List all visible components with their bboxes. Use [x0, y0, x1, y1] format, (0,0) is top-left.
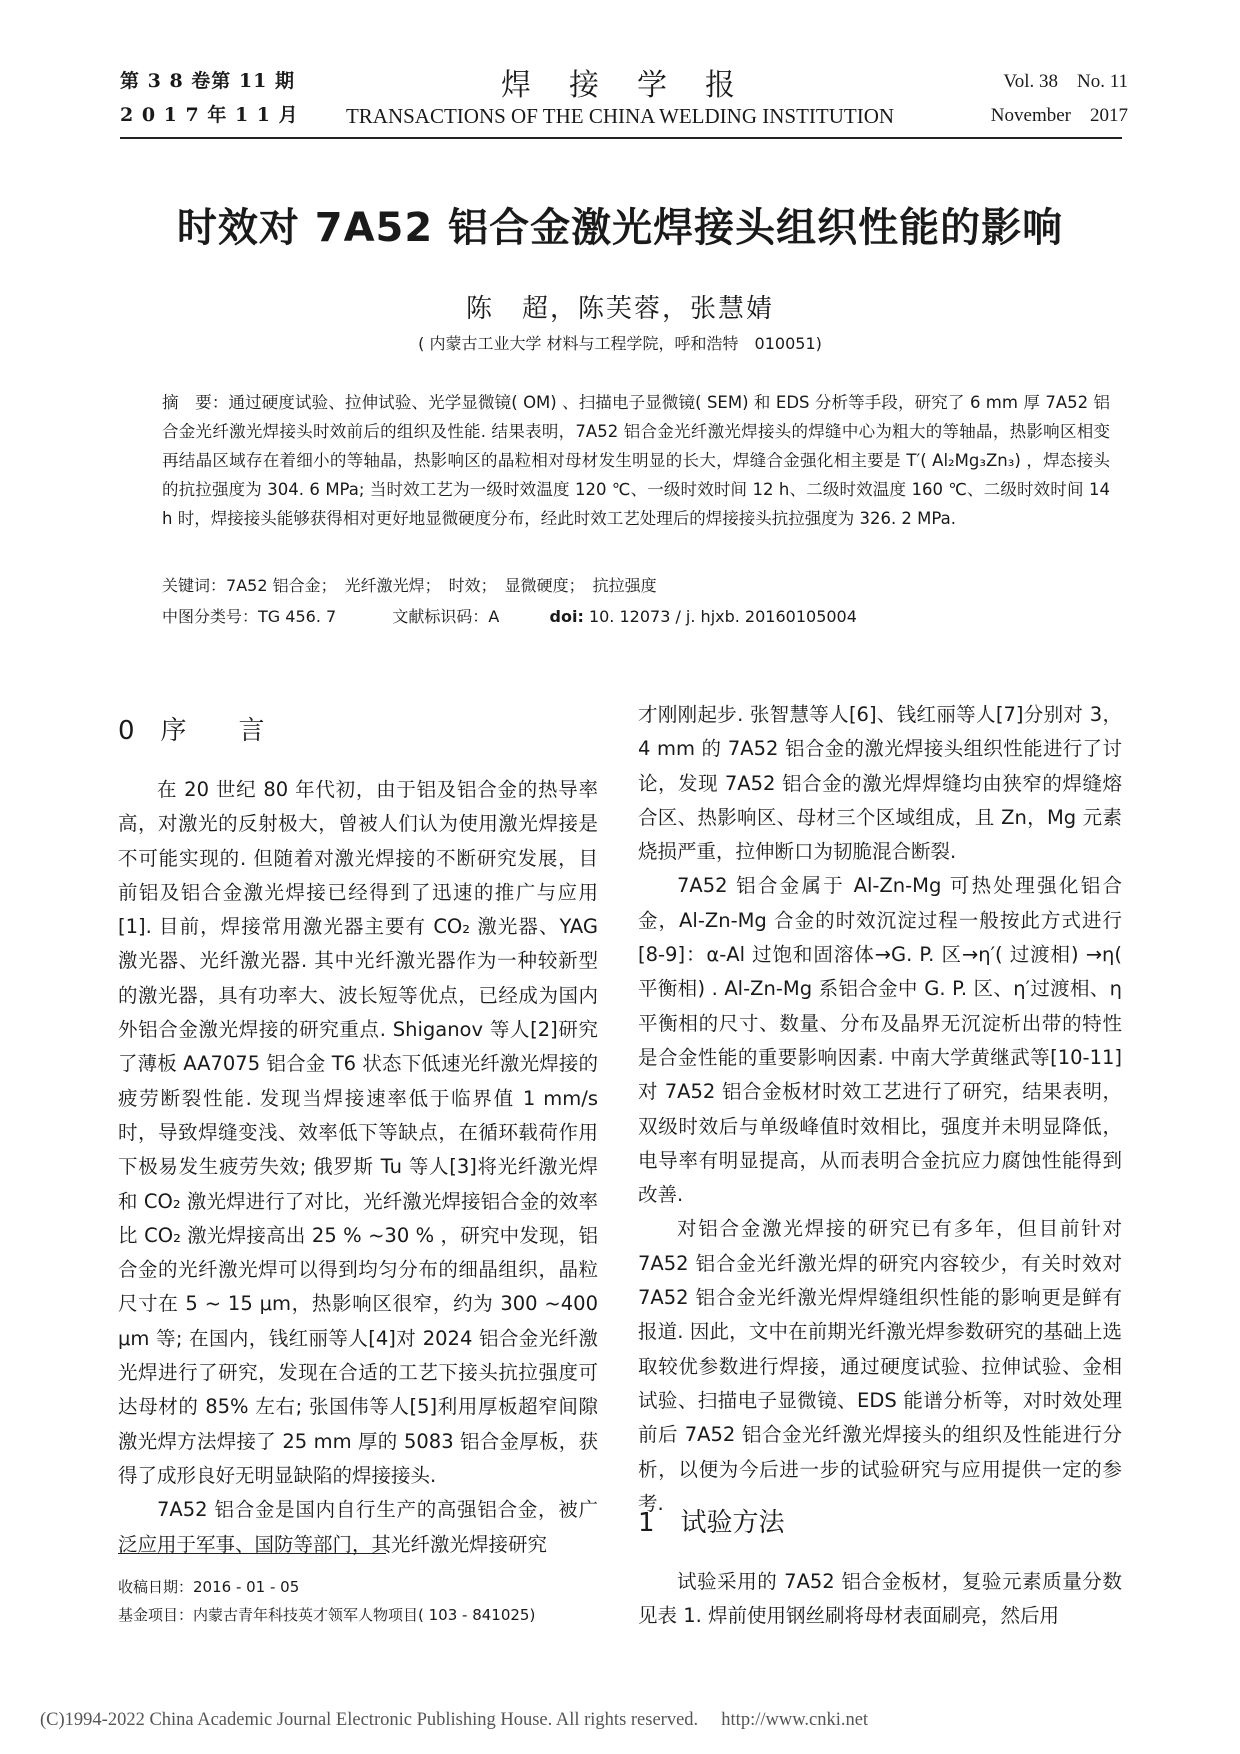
keywords-label: 关键词： — [162, 576, 227, 595]
affiliation: ( 内蒙古工业大学 材料与工程学院，呼和浩特 010051) — [418, 334, 822, 353]
header-rule — [120, 137, 1122, 139]
author-list: 陈 超，陈芙蓉，张慧婧 — [465, 294, 774, 324]
header-date-cn: 2 0 1 7 年 1 1 月 — [120, 104, 299, 126]
right-paragraph-2: 7A52 铝合金属于 Al-Zn-Mg 可热处理强化铝合金，Al-Zn-Mg 合金的时效沉淀过程一般按此方式进行[8-9]：α-Al 过饱和固溶体→G. P. 区→η′( 过渡相) →η( 平衡相) . Al-Zn-Mg 系铝合金中 G. P. 区、η′过渡相、η 平衡相的尺寸、数量、分布及晶界无沉淀析出带的特性是合金性能的重要影响因素. 中南大学黄继武等[10-11]对 7A52 铝合金板材时效工艺进行了研究，结果表明，双级时效后与单级峰值时效相比，强度并未明显降低，电导率有明显提高，从而表明合金抗应力腐蚀性能得到改善. — [638, 874, 1122, 1207]
abstract-label: 摘 要： — [162, 393, 229, 412]
doi-value: 10. 12073 / j. hjxb. 20160105004 — [588, 607, 857, 626]
doccode-label: 文献标识码： — [392, 607, 489, 626]
right-column — [638, 698, 1122, 1521]
right-column-bottom — [638, 1565, 1122, 1634]
copyright-footer: (C)1994-2022 China Academic Journal Electronic Publishing House. All rights reserved. http://www.cnki.net — [40, 1710, 869, 1730]
article-title: 时效对 7A52 铝合金激光焊接头组织性能的影响 — [176, 205, 1064, 251]
abstract — [162, 388, 1110, 533]
doi-label: doi: — [549, 607, 584, 626]
keywords — [162, 573, 657, 596]
footnote-received: 收稿日期：2016 - 01 - 05 — [118, 1578, 300, 1596]
left-paragraph-2: 7A52 铝合金是国内自行生产的高强铝合金，被广泛应用于军事、国防等部门，其光纤激光焊接研究 — [118, 1498, 598, 1556]
keywords-text: 7A52 铝合金； 光纤激光焊； 时效； 显微硬度； 抗拉强度 — [226, 576, 657, 595]
header-volume-cn: 第 3 8 卷第 11 期 — [120, 70, 295, 92]
doccode-value: A — [488, 607, 500, 626]
right-paragraph-4: 试验采用的 7A52 铝合金板材，复验元素质量分数见表 1. 焊前使用钢丝刷将母材表面刷亮，然后用 — [638, 1570, 1122, 1628]
clc-label: 中图分类号： — [162, 607, 259, 626]
journal-title-cn: 焊 接 学 报 — [501, 68, 739, 103]
footnote-fund: 基金项目：内蒙古青年科技英才领军人物项目( 103 - 841025) — [118, 1606, 536, 1624]
right-paragraph-1: 才刚刚起步. 张智慧等人[6]、钱红丽等人[7]分别对 3，4 mm 的 7A52 铝合金的激光焊接头组织性能进行了讨论，发现 7A52 铝合金的激光焊焊缝均由狭窄的焊缝熔合区、热影响区、母材三个区域组成，且 Zn，Mg 元素烧损严重，拉伸断口为韧脆混合断裂. — [638, 703, 1122, 864]
journal-title-en: TRANSACTIONS OF THE CHINA WELDING INSTITUTION — [345, 104, 895, 128]
section-1-heading: 1 试验方法 — [638, 1508, 785, 1538]
left-paragraph-1: 在 20 世纪 80 年代初，由于铝及铝合金的热导率高，对激光的反射极大，曾被人们认为使用激光焊接是不可能实现的. 但随着对激光焊接的不断研究发展，目前铝及铝合金激光焊接已经得到了迅速的推广与应用[1]. 目前，焊接常用激光器主要有 CO₂ 激光器、YAG 激光器、光纤激光器. 其中光纤激光器作为一种较新型的激光器，具有功率大、波长短等优点，已经成为国内外铝合金激光焊接的研究重点. Shiganov 等人[2]研究了薄板 AA7075 铝合金 T6 状态下低速光纤激光焊接的疲劳断裂性能. 发现当焊接速率低于临界值 1 mm/s 时，导致焊缝变浅、效率低下等缺点，在循环载荷作用下极易发生疲劳失效; 俄罗斯 Tu 等人[3]将光纤激光焊和 CO₂ 激光焊进行了对比，光纤激光焊接铝合金的效率比 CO₂ 激光焊接高出 25 % ~30 % ，研究中发现，铝合金的光纤激光焊可以得到均匀分布的细晶组织，晶粒尺寸在 5 ~ 15 μm，热影响区很窄，约为 300 ~400 μm 等; 在国内，钱红丽等人[4]对 2024 铝合金光纤激光焊进行了研究，发现在合适的工艺下接头抗拉强度可达母材的 85% 左右; 张国伟等人[5]利用厚板超窄间隙激光焊方法焊接了 25 mm 厚的 5083 铝合金厚板，获得了成形良好无明显缺陷的焊接接头. — [118, 778, 598, 1487]
footnote-rule — [118, 1553, 386, 1554]
header-date-en: November 2017 — [990, 105, 1128, 126]
right-paragraph-3: 对铝合金激光焊接的研究已有多年，但目前针对 7A52 铝合金光纤激光焊的研究内容较少，有关时效对 7A52 铝合金光纤激光焊焊缝组织性能的影响更是鲜有报道. 因此，文中在前期光纤激光焊参数研究的基础上选取较优参数进行焊接，通过硬度试验、拉伸试验、金相试验、扫描电子显微镜、EDS 能谱分析等，对时效处理前后 7A52 铝合金光纤激光焊接头的组织及性能进行分析，以便为今后进一步的试验研究与应用提供一定的参考. — [638, 1217, 1122, 1515]
left-column — [118, 773, 598, 1562]
classification-line — [162, 604, 857, 627]
header-volume-en: Vol. 38 No. 11 — [1003, 71, 1128, 92]
clc-value: TG 456. 7 — [258, 607, 337, 626]
section-0-heading: 0 序 言 — [118, 716, 265, 746]
abstract-text: 通过硬度试验、拉伸试验、光学显微镜( OM) 、扫描电子显微镜( SEM) 和 EDS 分析等手段，研究了 6 mm 厚 7A52 铝合金光纤激光焊接头时效前后的组织及性能. 结果表明，7A52 铝合金光纤激光焊接头的焊缝中心为粗大的等轴晶，热影响区相变再结晶区域存在着细小的等轴晶，热影响区的晶粒相对母材发生明显的长大，焊缝合金强化相主要是 T′( Al₂Mg₃Zn₃) ，焊态接头的抗拉强度为 304. 6 MPa; 当时效工艺为一级时效温度 120 ℃、一级时效时间 12 h、二级时效温度 160 ℃、二级时效时间 14 h 时，焊接接头能够获得相对更好地显微硬度分布，经此时效工艺处理后的焊接接头抗拉强度为 326. 2 MPa. — [162, 393, 1110, 528]
